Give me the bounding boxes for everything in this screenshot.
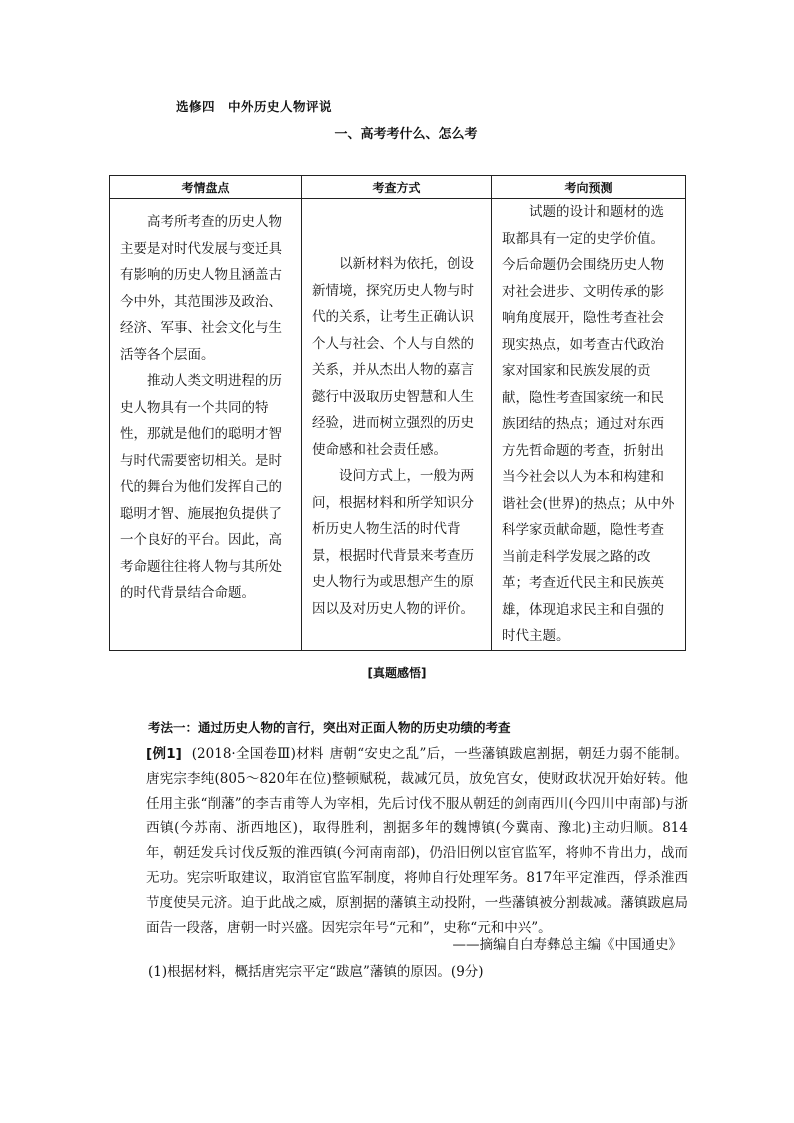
column-header-exam-method: 考查方式 [302,176,492,199]
paragraph: 试题的设计和题材的选取都具有一定的史学价值。今后命题仍会围绕历史人物对社会进步、文明传承的影响角度展开，隐性考查社会现实热点，如考查古代政治家对国家和民族发展的贡献，隐性考查国家统一和民族团结的热点；通过对东西方先哲命题的考查，折射出当今社会以人为本和构建和谐社会(世界)的热点；从中外科学家贡献命题，隐性考查当前走科学发展之路的改革；考查近代民主和民族英雄，体现追求民主和自强的时代主题。 [502,204,675,644]
column-header-forecast: 考向预测 [492,176,686,199]
paragraph: 以新材料为依托，创设新情境，探究历史人物与时代的关系，让考生正确认识个人与社会、个人与自然的关系，并从杰出人物的嘉言懿行中汲取历史智慧和人生经验，进而树立强烈的历史使命感和社会责任感。 [312,256,474,458]
module-title: 选修四 中外历史人物评说 [176,99,333,114]
exam-situation-cell [110,199,302,651]
example-1 [118,742,688,940]
column-header-exam-situation: 考情盘点 [110,176,302,199]
example-body [118,742,688,940]
paragraph: 高考所考查的历史人物主要是对时代发展与变迁具有影响的历史人物且涵盖古今中外，其范围涉及政治、经济、军事、社会文化与生活等各个层面。 [120,214,282,363]
real-exam-banner: [真题感悟] [367,666,427,680]
paragraph: 推动人类文明进程的历史人物具有一个共同的特性，那就是他们的聪明才智与时代需要密切相关。是时代的舞台为他们发挥自己的聪明才智、施展抱负提供了一个良好的平台。因此，高考命题往往将人物与其所处的时代背景结合命题。 [120,373,282,601]
exam-method-cell [302,199,492,651]
exam-overview-table [109,175,686,651]
section-title [0,123,794,142]
paragraph: 设问方式上，一般为两问，根据材料和所学知识分析历史人物生活的时代背景，根据时代背景来考查历史人物行为或思想产生的原因以及对历史人物的评价。 [312,468,474,617]
question-1: (1)根据材料，概括唐宪宗平定“跋扈”藩镇的原因。(9分) [148,964,484,980]
forecast-cell [492,199,686,651]
method-heading: 考法一：通过历史人物的言行，突出对正面人物的历史功绩的考查 [148,720,511,735]
example-tag: [例1] [146,746,182,762]
table-header-row [110,176,686,199]
example-text: 唐朝“安史之乱”后，一些藩镇跋扈割据，朝廷力弱不能制。唐宪宗李纯(805～820年在位)整顿赋税，裁减冗员，放免宫女，使财政状况开始好转。他任用主张“削藩”的李吉甫等人为宰相，先后讨伐不服从朝廷的剑南西川(今四川中南部)与浙西镇(今苏南、浙西地区)，取得胜利，割据多年的魏博镇(今冀南、豫北)主动归顺。814年，朝廷发兵讨伐反叛的淮西镇(今河南南部)，仍沿旧例以宦官监军，将帅不肯出力，战而无功。宪宗听取建议，取消宦官监军制度，将帅自行处理军务。817年平定淮西，俘杀淮西节度使吴元济。迫于此战之威，原割据的藩镇主动投附，一些藩镇被分割裁减。藩镇跋扈局面告一段落，唐朝一时兴盛。因宪宗年号“元和”，史称“元和中兴”。 [146,746,689,936]
table-row [110,199,686,651]
attribution: ——摘编自白寿彝总主编《中国通史》 [452,937,682,953]
section-title-text: 一、高考考什么、怎么考 [334,127,478,142]
example-source: (2018·全国卷Ⅲ)材料 [191,746,324,762]
